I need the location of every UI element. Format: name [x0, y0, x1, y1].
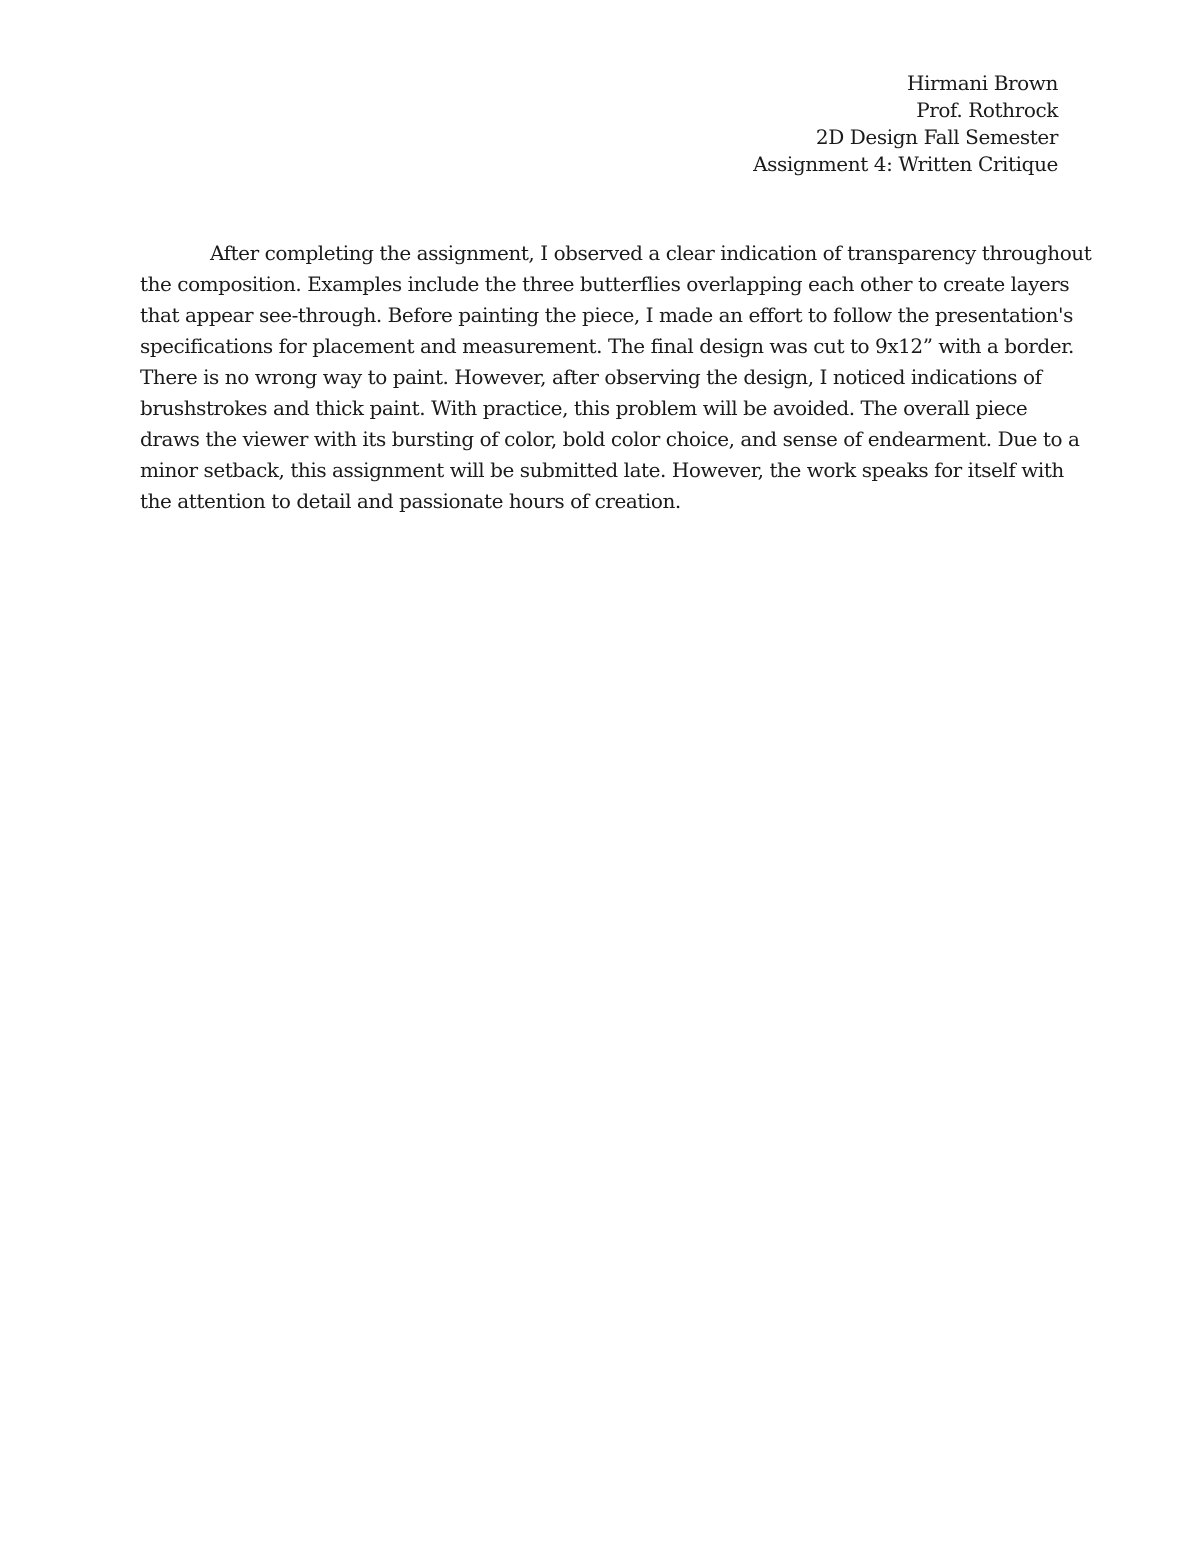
- paragraph-line: the composition. Examples include the three butterflies overlapping each other to create layers: [140, 272, 1070, 296]
- paragraph-line: specifications for placement and measurement. The final design was cut to 9x12” with a border.: [140, 334, 1074, 358]
- student-name: Hirmani Brown: [906, 71, 1058, 95]
- assignment-title: Assignment 4: Written Critique: [753, 152, 1058, 176]
- paragraph-line: brushstrokes and thick paint. With practice, this problem will be avoided. The overall piece: [140, 396, 1028, 420]
- paragraph-line: the attention to detail and passionate hours of creation.: [140, 489, 681, 513]
- paragraph-line: minor setback, this assignment will be submitted late. However, the work speaks for itself with: [140, 458, 1064, 482]
- paragraph-line: After completing the assignment, I observed a clear indication of transparency throughout: [210, 241, 1092, 265]
- paragraph-line: There is no wrong way to paint. However, after observing the design, I noticed indications of: [140, 365, 1042, 389]
- course-name: 2D Design Fall Semester: [815, 125, 1058, 149]
- critique-paragraph: [140, 238, 1092, 517]
- professor-name: Prof. Rothrock: [916, 98, 1058, 122]
- document-header: [753, 70, 1058, 178]
- paragraph-line: that appear see-through. Before painting the piece, I made an effort to follow the presentation's: [140, 303, 1073, 327]
- paragraph-line: draws the viewer with its bursting of color, bold color choice, and sense of endearment. Due to a: [140, 427, 1080, 451]
